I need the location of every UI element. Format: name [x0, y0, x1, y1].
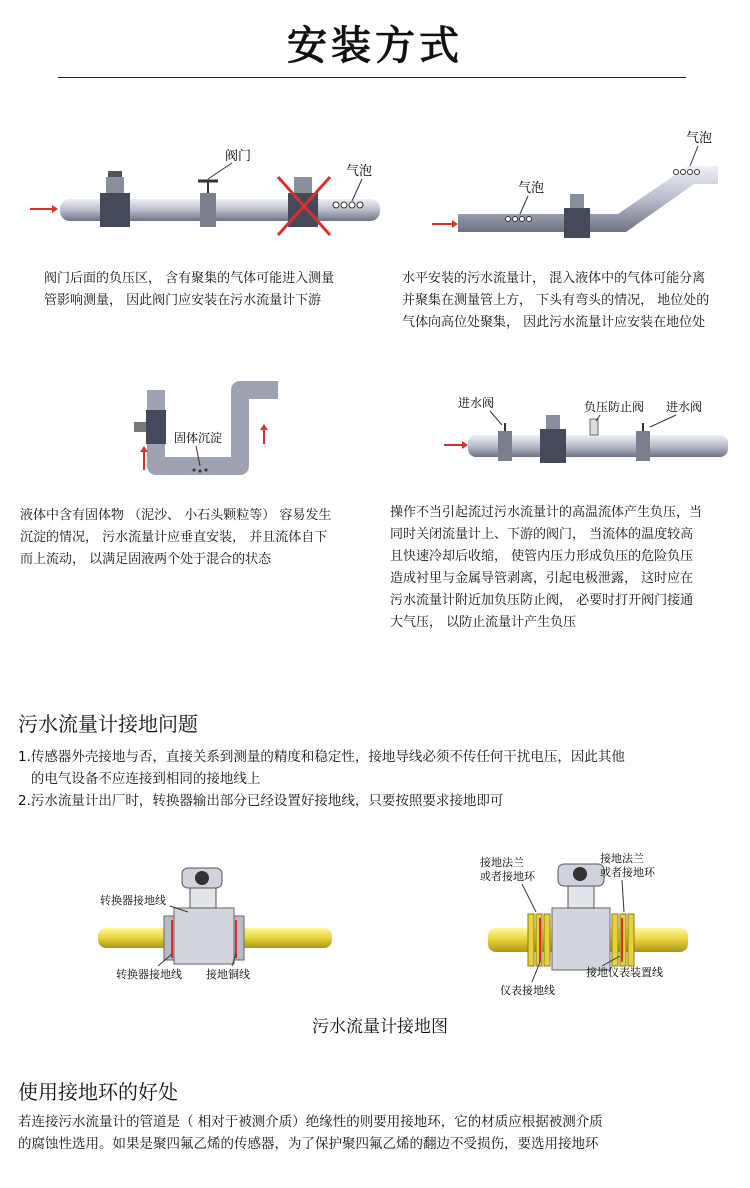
outlet-valve	[636, 431, 650, 461]
ground-diagram-left	[92, 850, 342, 985]
vacuum-valve	[590, 419, 598, 435]
diagram-negative-pressure	[440, 385, 740, 475]
left-label-bottom-1: 转换器接地线	[116, 968, 182, 981]
ground-figure-caption: 污水流量计接地图	[312, 1017, 448, 1037]
sensor-body	[174, 908, 234, 964]
title-divider	[58, 77, 686, 78]
valve-label: 阀门	[225, 149, 252, 164]
inlet-valve	[498, 431, 512, 461]
right-label-bottom-right: 接地仪表装置线	[586, 966, 663, 979]
valve	[200, 193, 216, 227]
bubble-label-2: 气泡	[686, 131, 713, 146]
bubble-label-1: 气泡	[518, 181, 545, 196]
flow-meter	[100, 193, 130, 227]
left-label-bottom-2: 接地铜线	[206, 968, 250, 981]
right-label-right-2: 或者接地环	[600, 866, 655, 879]
right-label-bottom-left: 仪表接地线	[500, 984, 555, 996]
left-label-top: 转换器接地线	[100, 894, 166, 907]
benefits-text: 若连接污水流量计的管道是（ 相对于被测介质）绝缘性的则要用接地环，它的材质应根据被测介质 的腐蚀性选用。如果是聚四氟乙烯的传感器，为了保护聚四氟乙烯的翻边不受损伤，要选用接地环	[18, 1114, 603, 1152]
grounding-heading: 污水流量计接地问题	[18, 712, 198, 736]
diagram2-caption: 水平安装的污水流量计， 混入液体中的气体可能分离 并聚集在测量管上方， 下头有弯头的情况， 地位处的 气体向高位处聚集， 因此污水流量计应安装在地位处	[402, 271, 710, 330]
right-label-left-1: 接地法兰	[480, 856, 524, 869]
outlet-valve-label: 进水阀	[666, 400, 703, 414]
diagram-horizontal-low-point	[430, 120, 730, 240]
diagram-valve-upstream	[20, 135, 390, 255]
right-label-left-2: 或者接地环	[480, 870, 535, 883]
benefits-heading: 使用接地环的好处	[18, 1080, 178, 1104]
pipe	[156, 390, 278, 466]
right-label-right-1: 接地法兰	[600, 852, 644, 865]
diagram1-caption: 阀门后面的负压区， 含有聚集的气体可能进入测量 管影响测量， 因此阀门应安装在污水流量计下游	[44, 271, 335, 308]
vacuum-valve-label: 负压防止阀	[584, 400, 645, 414]
flow-meter	[146, 410, 166, 444]
diagram4-caption: 操作不当引起流过污水流量计的高温流体产生负压，当 同时关闭流量计上、下游的阀门， 当流体的温度较高 且快速冷却后收缩， 使管内压力形成负压的危险负压 造成衬里与金属导管剥离，引起电极泄露， 这时应在 污水流量计附近加负压防止阀， 必要时打开阀门接通 大气压， 以防止流量计产生负压	[390, 505, 703, 630]
ground-diagram-right	[472, 848, 702, 996]
grounding-text: 1.传感器外壳接地与否，直接关系到测量的精度和稳定性，接地导线必须不传任何干扰电压，因此其他 的电气设备不应连接到相同的接地线上 2.污水流量计出厂时，转换器输出部分已经设置好接地线，只要按照要求接地即可	[18, 749, 625, 809]
diagram-vertical-install	[120, 370, 290, 485]
diagram3-caption: 液体中含有固体物 （泥沙、 小石头颗粒等） 容易发生 沉淀的情况， 污水流量计应垂直安装， 并且流体自下 而上流动， 以满足固液两个处于混合的状态	[20, 508, 332, 567]
solid-label: 固体沉淀	[174, 431, 223, 445]
bubble-label: 气泡	[346, 164, 373, 179]
flow-meter	[540, 429, 566, 463]
page-title: 安装方式	[287, 23, 463, 69]
inlet-valve-label: 进水阀	[458, 396, 495, 410]
sensor-body	[552, 908, 610, 970]
flow-meter	[564, 208, 590, 238]
